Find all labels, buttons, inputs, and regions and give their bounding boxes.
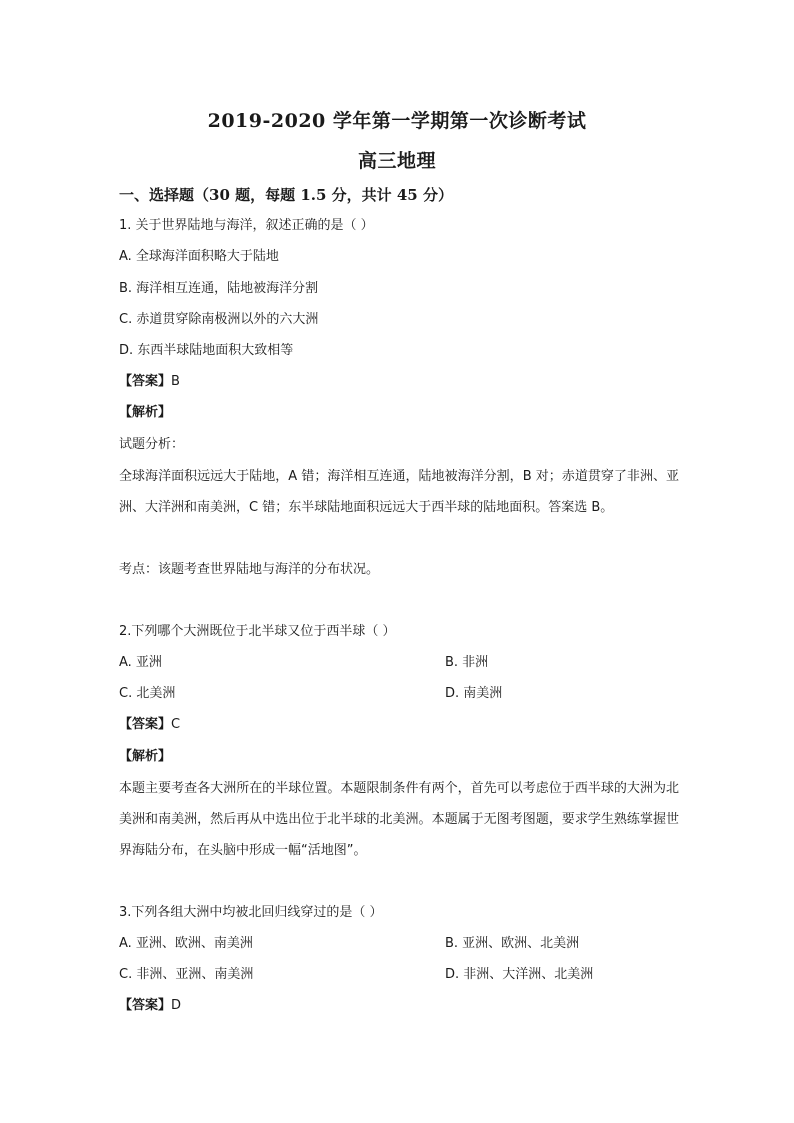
answer-tag: 【答案】 xyxy=(119,998,172,1013)
question-2-stem: 2.下列哪个大洲既位于北半球又位于西半球（ ） xyxy=(119,624,396,639)
question-1-option-a: A. 全球海洋面积略大于陆地 xyxy=(119,249,279,264)
question-3-stem: 3.下列各组大洲中均被北回归线穿过的是（ ） xyxy=(119,905,383,920)
question-2-option-d: D. 南美洲 xyxy=(445,686,503,701)
section-heading: 一、选择题（30 题，每题 1.5 分，共计 45 分） xyxy=(119,186,453,204)
question-2-option-b: B. 非洲 xyxy=(445,655,489,670)
question-3-option-a: A. 亚洲、欧洲、南美洲 xyxy=(119,936,253,951)
question-1-analysis: 全球海洋面积远远大于陆地，A 错；海洋相互连通，陆地被海洋分割，B 对；赤道贯穿了非洲、亚洲、大洋洲和南美洲，C 错；东半球陆地面积远远大于西半球的陆地面积。答案选 B。 xyxy=(119,469,679,515)
question-1-option-d: D. 东西半球陆地面积大致相等 xyxy=(119,343,294,358)
question-1-analysis-head: 试题分析： xyxy=(119,437,185,452)
question-1-option-c: C. 赤道贯穿除南极洲以外的六大洲 xyxy=(119,312,319,327)
question-3-option-c: C. 非洲、亚洲、南美洲 xyxy=(119,967,254,982)
question-2-analysis-tag: 【解析】 xyxy=(119,749,172,764)
answer-value: B xyxy=(171,374,180,389)
answer-tag: 【答案】 xyxy=(119,717,172,732)
answer-value: C xyxy=(171,717,181,732)
question-1-answer xyxy=(119,372,180,392)
question-1-point: 考点：该题考查世界陆地与海洋的分布状况。 xyxy=(119,562,380,577)
question-1-stem: 1. 关于世界陆地与海洋，叙述正确的是（ ） xyxy=(119,218,374,233)
question-1-option-b: B. 海洋相互连通，陆地被海洋分割 xyxy=(119,281,319,296)
question-2-answer xyxy=(119,715,180,735)
question-2-analysis: 本题主要考查各大洲所在的半球位置。本题限制条件有两个，首先可以考虑位于西半球的大洲为北美洲和南美洲，然后再从中选出位于北半球的北美洲。本题属于无图考图题，要求学生熟练掌握世界海陆分布，在头脑中形成一幅“活地图”。 xyxy=(119,781,679,858)
question-3-option-d: D. 非洲、大洋洲、北美洲 xyxy=(445,967,594,982)
question-1-analysis-tag: 【解析】 xyxy=(119,405,172,420)
page-subtitle: 高三地理 xyxy=(357,150,436,172)
question-3-answer xyxy=(119,996,181,1016)
answer-value: D xyxy=(171,998,182,1013)
question-2-option-c: C. 北美洲 xyxy=(119,686,176,701)
page-title: 2019-2020 学年第一学期第一次诊断考试 xyxy=(207,110,587,132)
question-2-option-a: A. 亚洲 xyxy=(119,655,162,670)
question-3-option-b: B. 亚洲、欧洲、北美洲 xyxy=(445,936,580,951)
answer-tag: 【答案】 xyxy=(119,374,172,389)
